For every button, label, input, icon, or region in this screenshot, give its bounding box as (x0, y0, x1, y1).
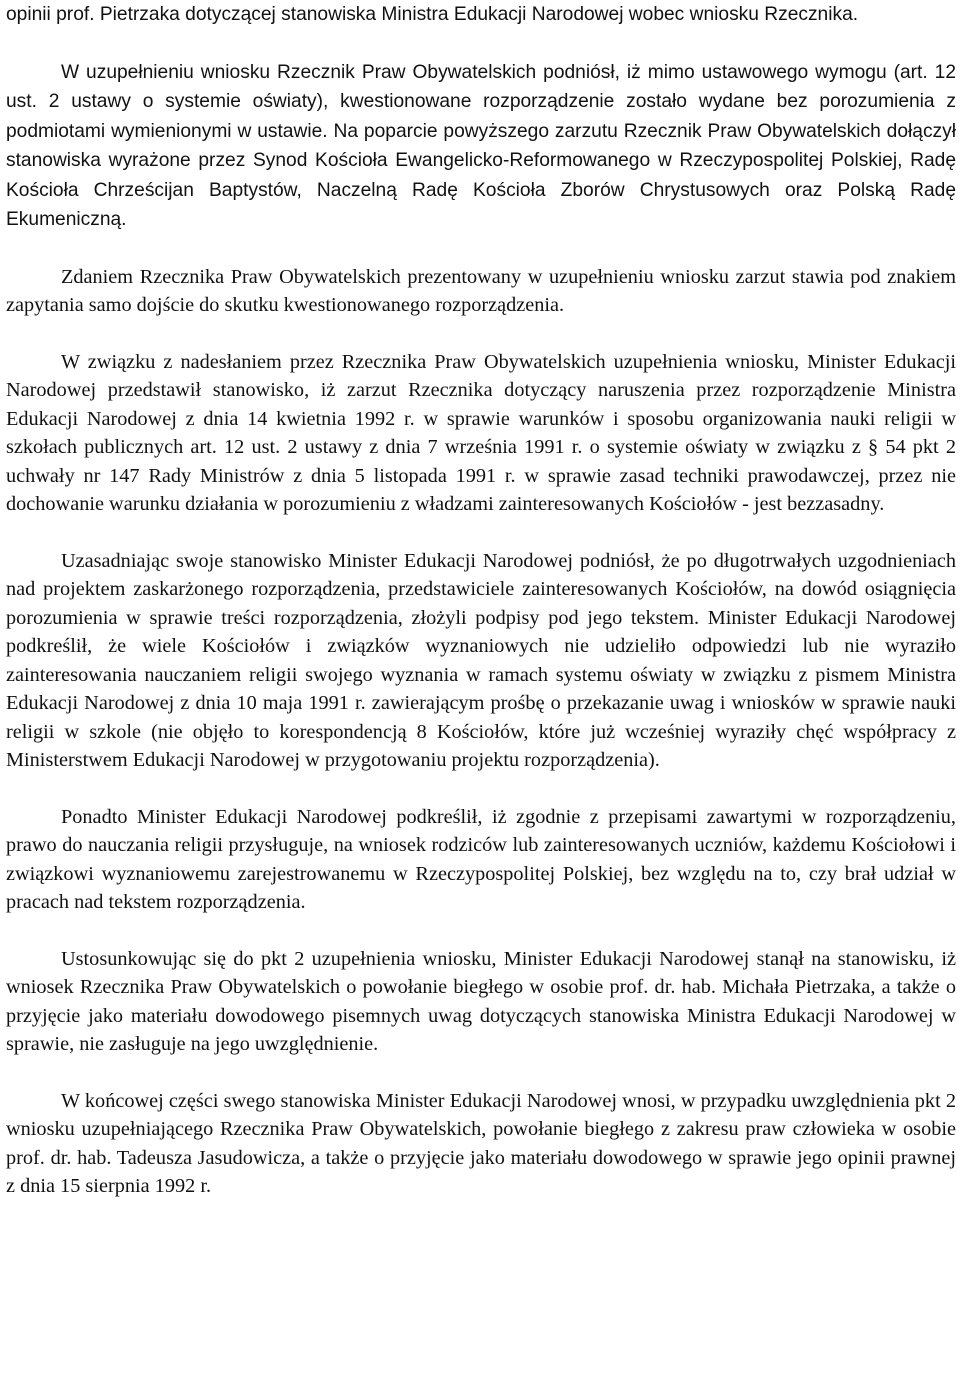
paragraph-4-text: W związku z nadesłaniem przez Rzecznika Praw Obywatelskich uzupełnienia wniosku, Minister Edukacji Narodowej przedstawił stanowisko, iż zarzut Rzecznika dotyczący naruszenia przez rozporządzenie Ministra Edukacji Narodowej z dnia 14 kwietnia 1992 r. w sprawie warunków i sposobu organizowania nauki religii w szkołach publicznych art. 12 ust. 2 ustawy z dnia 7 września 1991 r. o systemie oświaty w związku z § 54 pkt 2 uchwały nr 147 Rady Ministrów z dnia 5 listopada 1991 r. w sprawie zasad techniki prawodawczej, przez nie dochowanie warunku działania w porozumieniu z władzami zainteresowanych Kościołów - jest bezzasadny. (6, 350, 956, 515)
paragraph-6-text: Ponadto Minister Edukacji Narodowej podkreślił, iż zgodnie z przepisami zawartymi w rozporządzeniu, prawo do nauczania religii przysługuje, na wniosek rodziców lub zainteresowanych uczniów, każdemu Kościołowi i związkowi wyznaniowemu zarejestrowanemu w Rzeczypospolitej Polskiej, bez względu na to, czy brał udział w pracach nad tekstem rozporządzenia. (6, 805, 956, 913)
paragraph-4 (6, 348, 956, 519)
paragraph-1 (6, 0, 956, 30)
paragraph-5-text: Uzasadniając swoje stanowisko Minister Edukacji Narodowej podniósł, że po długotrwałych uzgodnieniach nad projektem zaskarżonego rozporządzenia, przedstawiciele zainteresowanych Kościołów, na dowód osiągnięcia porozumienia w sprawie treści rozporządzenia, złożyli podpisy pod jego tekstem. Minister Edukacji Narodowej podkreślił, że wiele Kościołów i związków wyznaniowych nie udzieliło odpowiedzi lub nie wyraziło zainteresowania nauczaniem religii swojego wyznania w ramach systemu oświaty w związku z pismem Ministra Edukacji Narodowej z dnia 10 maja 1991 r. zawierającym prośbę o przekazanie uwag i wniosków w sprawie nauki religii w szkole (nie objęło to korespondencją 8 Kościołów, które już wcześniej wyraziły chęć współpracy z Ministerstwem Edukacji Narodowej w przygotowaniu projektu rozporządzenia). (6, 549, 956, 771)
paragraph-3-text: Zdaniem Rzecznika Praw Obywatelskich prezentowany w uzupełnieniu wniosku zarzut stawia pod znakiem zapytania samo dojście do skutku kwestionowanego rozporządzenia. (6, 265, 956, 316)
paragraph-2 (6, 58, 956, 235)
paragraph-2-text: W uzupełnieniu wniosku Rzecznik Praw Obywatelskich podniósł, iż mimo ustawowego wymogu (art. 12 ust. 2 ustawy o systemie oświaty), kwestionowane rozporządzenie zostało wydane bez porozumienia z podmiotami wymienionymi w ustawie. Na poparcie powyższego zarzutu Rzecznik Praw Obywatelskich dołączył stanowiska wyrażone przez Synod Kościoła Ewangelicko-Reformowanego w Rzeczypospolitej Polskiej, Radę Kościoła Chrześcijan Baptystów, Naczelną Radę Kościoła Zborów Chrystusowych oraz Polską Radę Ekumeniczną. (6, 61, 956, 230)
paragraph-6 (6, 803, 956, 917)
paragraph-8-text: W końcowej części swego stanowiska Minister Edukacji Narodowej wnosi, w przypadku uwzględnienia pkt 2 wniosku uzupełniającego Rzecznika Praw Obywatelskich, powołanie biegłego z zakresu praw człowieka w osobie prof. dr. hab. Tadeusza Jasudowicza, a także o przyjęcie jako materiału dowodowego w sprawie jego opinii prawnej z dnia 15 sierpnia 1992 r. (6, 1089, 956, 1197)
paragraph-7 (6, 945, 956, 1059)
paragraph-7-text: Ustosunkowując się do pkt 2 uzupełnienia wniosku, Minister Edukacji Narodowej stanął na stanowisku, iż wniosek Rzecznika Praw Obywatelskich o powołanie biegłego w osobie prof. dr. hab. Michała Pietrzaka, a także o przyjęcie jako materiału dowodowego pisemnych uwag dotyczących stanowiska Ministra Edukacji Narodowej w sprawie, nie zasługuje na jego uwzględnienie. (6, 947, 956, 1055)
paragraph-3 (6, 263, 956, 320)
paragraph-8 (6, 1087, 956, 1201)
paragraph-5 (6, 547, 956, 775)
paragraph-1-text: opinii prof. Pietrzaka dotyczącej stanowiska Ministra Edukacji Narodowej wobec wniosku Rzecznika. (6, 4, 859, 25)
document-page (6, 0, 956, 1201)
